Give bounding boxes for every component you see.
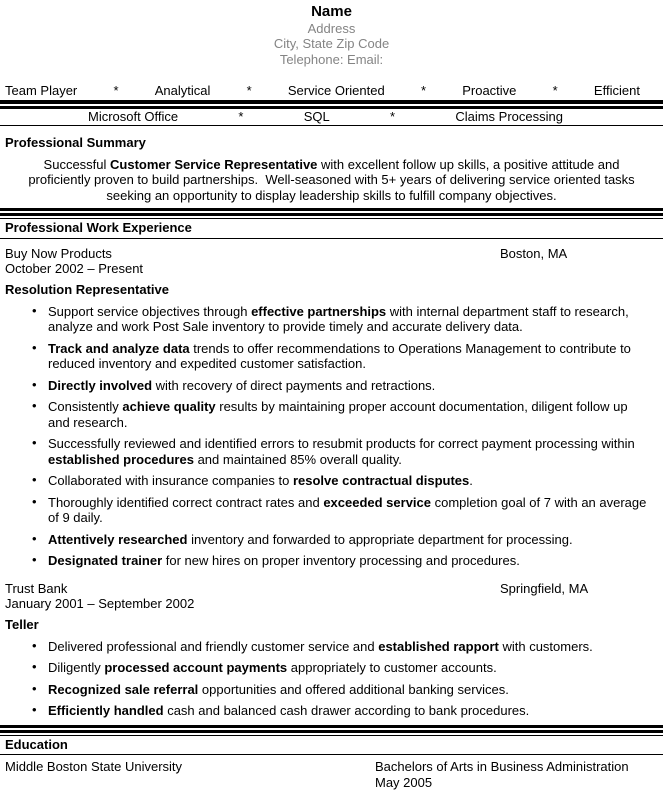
text: Delivered professional and friendly customer service and bbox=[48, 638, 379, 654]
job-entry-buy-now-products bbox=[0, 246, 663, 569]
degree-block bbox=[375, 759, 629, 790]
address-line: Address bbox=[307, 20, 356, 36]
skill-separator: * bbox=[389, 108, 396, 124]
text: and maintained 85% overall quality. bbox=[193, 451, 402, 467]
bold-text: Track and analyze data bbox=[48, 340, 190, 356]
bullet-item bbox=[0, 495, 663, 526]
candidate-name: Name bbox=[311, 3, 352, 20]
bullet-marker: • bbox=[32, 376, 37, 392]
skills-row-technical-wrap bbox=[0, 109, 663, 126]
bold-text: effective partnerships bbox=[251, 303, 387, 319]
text: trends to offer recommendations to Operations Management to contribute to reduced inventory and expedited customer satisfaction. bbox=[48, 340, 631, 372]
bullet-item bbox=[0, 436, 663, 467]
job-bullet-list bbox=[0, 639, 663, 719]
skill-separator: * bbox=[420, 83, 426, 99]
company-location: Boston, MA bbox=[500, 245, 568, 261]
company-name: Trust Bank bbox=[5, 580, 68, 596]
rule-bar bbox=[0, 213, 663, 216]
bullet-item bbox=[0, 378, 663, 393]
text: Diligently bbox=[48, 660, 105, 676]
bullet-marker: • bbox=[32, 472, 37, 488]
text: . bbox=[469, 473, 473, 489]
skill-item: Team Player bbox=[5, 83, 78, 99]
text: Collaborated with insurance companies to bbox=[48, 473, 293, 489]
school-name: Middle Boston State University bbox=[5, 759, 183, 775]
job-bullet-list bbox=[0, 304, 663, 569]
bullet-marker: • bbox=[32, 637, 37, 653]
skill-item: Claims Processing bbox=[455, 108, 563, 124]
company-name: Buy Now Products bbox=[5, 245, 112, 261]
employment-dates: October 2002 – Present bbox=[5, 261, 144, 276]
skill-item: Microsoft Office bbox=[88, 108, 179, 124]
double-rule bbox=[0, 101, 663, 109]
telephone-email-line: Telephone: Email: bbox=[279, 51, 384, 67]
bullet-marker: • bbox=[32, 339, 37, 355]
bold-text: Attentively researched bbox=[48, 531, 188, 547]
bullet-marker: • bbox=[32, 493, 37, 509]
bullet-item bbox=[0, 682, 663, 697]
skill-item: Service Oriented bbox=[287, 83, 385, 99]
bold-text: established rapport bbox=[378, 638, 499, 654]
skill-item: SQL bbox=[303, 108, 330, 124]
section-divider bbox=[0, 725, 663, 736]
bold-text: processed account payments bbox=[104, 660, 288, 676]
skill-separator: * bbox=[246, 83, 252, 99]
job-header bbox=[0, 246, 663, 261]
skill-item: Efficient bbox=[593, 83, 640, 99]
bold-text: Designated trainer bbox=[48, 553, 163, 569]
degree-name: Bachelors of Arts in Business Administration bbox=[375, 759, 629, 775]
bold-text: established procedures bbox=[48, 451, 194, 467]
employment-dates: January 2001 – September 2002 bbox=[5, 595, 195, 611]
skill-separator: * bbox=[552, 83, 558, 99]
bullet-marker: • bbox=[32, 552, 37, 568]
bullet-marker: • bbox=[32, 435, 37, 451]
bullet-marker: • bbox=[32, 398, 37, 414]
skills-banner bbox=[0, 83, 663, 126]
experience-heading: Professional Work Experience bbox=[0, 219, 663, 238]
text: Successful bbox=[43, 156, 111, 172]
text: Support service objectives through bbox=[48, 303, 252, 319]
bold-text: Recognized sale referral bbox=[48, 681, 199, 697]
skills-row-technical bbox=[88, 109, 563, 124]
company-location: Springfield, MA bbox=[500, 580, 589, 596]
skill-item: Analytical bbox=[154, 83, 211, 99]
text: with excellent follow up skills, a positive attitude and proficiently proven to build partnerships. Well-seasoned with 5+ years of delivering service oriented tasks seeking an opportunity to display leadership skills to fulfill company objectives. bbox=[28, 156, 635, 203]
text: with recovery of direct payments and retractions. bbox=[152, 377, 436, 393]
bullet-marker: • bbox=[32, 659, 37, 675]
bullet-marker: • bbox=[32, 302, 37, 318]
text: Successfully reviewed and identified errors to resubmit products for correct payment processing within bbox=[48, 436, 635, 452]
bullet-item bbox=[0, 532, 663, 547]
rule-bar bbox=[0, 101, 663, 104]
education-heading: Education bbox=[0, 736, 663, 755]
bullet-marker: • bbox=[32, 702, 37, 718]
graduation-date: May 2005 bbox=[375, 774, 433, 790]
education-entry bbox=[0, 759, 663, 790]
bold-text: Efficiently handled bbox=[48, 703, 164, 719]
skills-row-traits bbox=[0, 83, 663, 100]
job-title: Teller bbox=[5, 617, 39, 633]
bold-text: achieve quality bbox=[122, 399, 216, 415]
summary-heading: Professional Summary bbox=[5, 135, 146, 151]
bullet-item bbox=[0, 639, 663, 654]
contact-header bbox=[0, 0, 663, 67]
bullet-item bbox=[0, 553, 663, 568]
bold-text: exceeded service bbox=[323, 494, 432, 510]
text: inventory and forwarded to appropriate department for processing. bbox=[187, 531, 573, 547]
rule-bar bbox=[0, 730, 663, 733]
text: Consistently bbox=[48, 399, 123, 415]
bullet-item bbox=[0, 473, 663, 488]
text: completion goal of 7 with an average of 9 daily. bbox=[48, 494, 647, 526]
bullet-item bbox=[0, 304, 663, 335]
bullet-marker: • bbox=[32, 530, 37, 546]
bold-text: resolve contractual disputes bbox=[292, 473, 470, 489]
text: results by maintaining proper account documentation, diligent follow up and research. bbox=[48, 399, 628, 430]
job-header bbox=[0, 581, 663, 596]
bullet-item bbox=[0, 399, 663, 430]
rule-bar bbox=[0, 725, 663, 728]
job-entry-trust-bank bbox=[0, 581, 663, 719]
bullet-item bbox=[0, 703, 663, 718]
text: with customers. bbox=[498, 638, 593, 654]
city-state-zip-line: City, State Zip Code bbox=[273, 36, 390, 52]
bold-text: Customer Service Representative bbox=[110, 156, 318, 172]
text: cash and balanced cash drawer according to bank procedures. bbox=[163, 703, 530, 719]
bold-text: Directly involved bbox=[48, 377, 153, 393]
text: for new hires on proper inventory processing and procedures. bbox=[162, 553, 520, 569]
skill-separator: * bbox=[238, 108, 244, 124]
skill-separator: * bbox=[113, 83, 119, 99]
bullet-marker: • bbox=[32, 680, 37, 696]
text: with internal department staff to research, analyze and work Post Sale inventory to provide timely and accurate delivery data. bbox=[48, 303, 629, 335]
bullet-item bbox=[0, 341, 663, 372]
bullet-item bbox=[0, 660, 663, 675]
rule-bar bbox=[0, 208, 663, 211]
section-divider bbox=[0, 208, 663, 219]
summary-paragraph bbox=[14, 157, 649, 203]
text: opportunities and offered additional banking services. bbox=[198, 681, 509, 697]
text: Thoroughly identified correct contract rates and bbox=[48, 494, 324, 510]
job-title: Resolution Representative bbox=[5, 282, 169, 298]
text: appropriately to customer accounts. bbox=[287, 660, 497, 676]
skill-item: Proactive bbox=[462, 83, 517, 99]
